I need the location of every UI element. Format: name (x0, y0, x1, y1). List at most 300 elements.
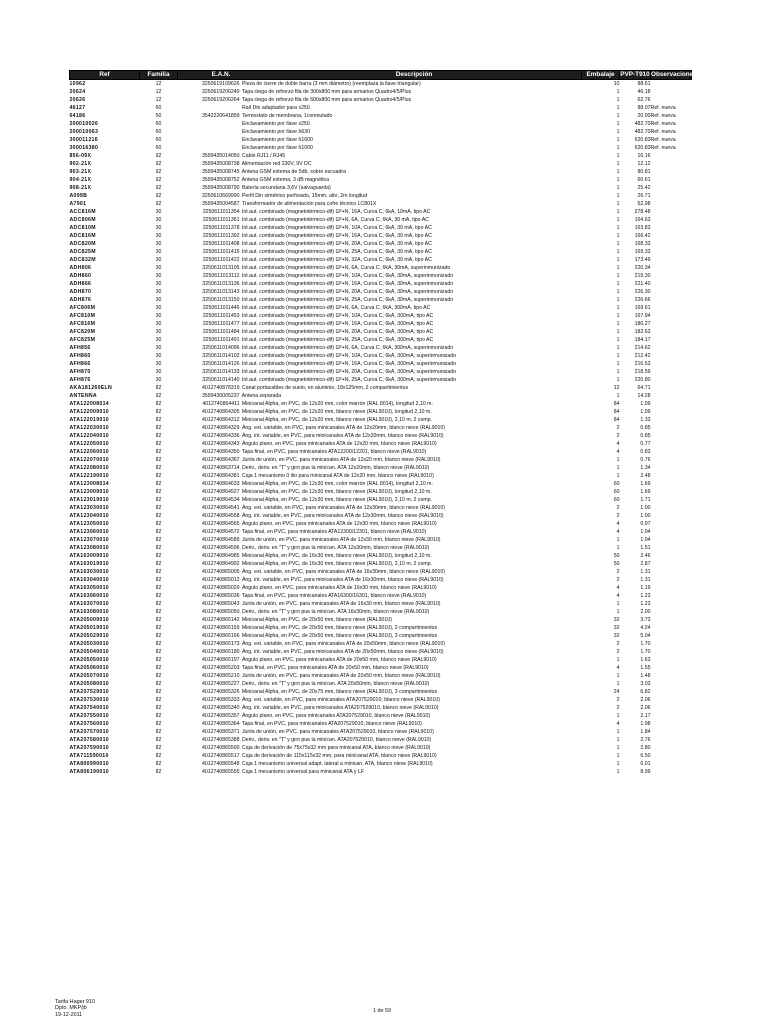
cell-ean: 4012740878319 (201, 385, 240, 391)
table-row (70, 80, 692, 89)
cell-ref: ATA123050010 (69, 521, 109, 527)
cell-descripcion: Minicanal Alpha, en PVC, de 16x30 mm, blanco nieve (RAL9010), 2,10 m, 2 comp. (241, 561, 432, 567)
cell-ean: 4012740864343 (201, 441, 240, 447)
cell-familia: 82 (155, 433, 162, 439)
cell-descripcion: Int.aut. combinado (magnetotérmico-dif) 1P+N, 20A, Curva C, 6kA, 300mA, superinmunizado (241, 369, 457, 375)
cell-pvp: 2.17 (640, 713, 651, 719)
cell-descripcion: Minicanal Alpha, en PVC, de 16x30 mm, blanco nieve (RAL9010), longitud 2,10 m. (241, 553, 432, 559)
cell-ean: 4012740864411 (202, 401, 240, 407)
cell-embalaje: 1 (616, 609, 620, 615)
table-row (70, 232, 692, 240)
price-list-table (69, 70, 697, 776)
cell-observaciones (651, 584, 692, 592)
table-row (70, 648, 692, 656)
cell-descripcion: Junta de unión, en PVC, para minicanales ATA de 20x50 mm, blanco nieve (RAL9010) (241, 673, 441, 679)
cell-embalaje: 1 (616, 113, 620, 119)
cell-ref: ATA800990010 (69, 761, 109, 767)
cell-ean-descripcion (178, 512, 582, 520)
cell-ean: 3599430005237 (201, 393, 240, 399)
cell-familia: 30 (155, 329, 162, 335)
table-row (70, 312, 692, 320)
cell-ean-descripcion (178, 216, 582, 224)
cell-familia: 82 (155, 769, 162, 775)
cell-ean: 3250611011415 (202, 249, 240, 255)
cell-pvp: 164.63 (634, 217, 651, 223)
cell-observaciones (651, 616, 692, 624)
cell-ean-descripcion (178, 552, 582, 560)
cell-ref: AFC810M (69, 313, 96, 319)
table-row (70, 688, 692, 696)
cell-pvp: 0.97 (640, 521, 651, 527)
cell-ean: 4012740864565 (201, 521, 240, 527)
cell-familia: 82 (155, 497, 162, 503)
cell-pvp: 278.48 (634, 209, 651, 215)
cell-ean-descripcion (178, 176, 582, 184)
cell-pvp: 52.98 (637, 201, 651, 207)
cell-observaciones (651, 304, 692, 312)
table-row (70, 184, 692, 192)
cell-pvp: 60.61 (637, 177, 651, 183)
cell-embalaje: 4 (616, 593, 620, 599)
cell-embalaje: 1 (616, 89, 620, 95)
table-row (70, 384, 692, 392)
cell-ref: ADC810M (69, 225, 96, 231)
cell-familia: 30 (155, 249, 162, 255)
cell-pvp: 1.98 (640, 721, 651, 727)
cell-embalaje: 1 (616, 225, 620, 231)
cell-familia: 82 (155, 609, 162, 615)
table-row (70, 712, 692, 720)
cell-pvp: 1.34 (640, 465, 651, 471)
cell-pvp: 180.27 (634, 321, 651, 327)
cell-embalaje: 1 (616, 137, 620, 143)
table-row (70, 616, 692, 624)
cell-ean-descripcion (178, 128, 582, 136)
cell-observaciones (651, 472, 692, 480)
cell-observaciones (651, 744, 692, 752)
cell-ean-descripcion (178, 680, 582, 688)
cell-ref: AFC816M (69, 321, 96, 327)
cell-embalaje: 4 (616, 449, 620, 455)
cell-observaciones (651, 184, 692, 192)
cell-ref: ATA122030010 (69, 425, 109, 431)
cell-descripcion: Enclavamiento por llave x250 (241, 121, 310, 127)
cell-ean: 3250611014133 (202, 369, 240, 375)
cell-descripcion: Junta de unión, en PVC, para minicanales ATA de 16x30 mm, blanco nieve (RAL9010) (241, 601, 441, 607)
cell-embalaje: 2 (616, 425, 620, 431)
cell-descripcion: Int.aut. combinado (magnetotérmico-dif) 1P+N, 10A, Curva C, 6kA, 300mA, superinmunizado (241, 353, 457, 359)
cell-descripcion: Cable RJ11 / RJ45 (241, 153, 286, 159)
cell-ean-descripcion (178, 456, 582, 464)
cell-pvp: 169.61 (634, 305, 651, 311)
cell-observaciones (651, 696, 692, 704)
table-row (70, 464, 692, 472)
cell-familia: 30 (155, 313, 162, 319)
cell-descripcion: Áng. ext. variable, en PVC, para minicanales ATA de 20x50mm, blanco nieve (RAL9010) (241, 641, 446, 647)
table-row (70, 360, 692, 368)
cell-ean: 3542220641859 (201, 113, 240, 119)
cell-ean: 4012740865050 (201, 609, 240, 615)
cell-ean-descripcion (178, 368, 582, 376)
cell-familia: 82 (155, 737, 162, 743)
table-row (70, 208, 692, 216)
cell-pvp: 216.53 (634, 361, 651, 367)
cell-ean-descripcion (178, 768, 582, 776)
cell-embalaje: 1 (616, 233, 620, 239)
cell-ean-descripcion (178, 752, 582, 760)
cell-familia: 82 (155, 617, 162, 623)
table-row (70, 104, 692, 112)
cell-ref: ATA123040010 (69, 513, 109, 519)
table-row (70, 632, 692, 640)
cell-familia: 82 (155, 721, 162, 727)
cell-embalaje: 1 (616, 105, 620, 111)
cell-ref: ATA207540010 (69, 705, 109, 711)
cell-ean-descripcion (178, 448, 582, 456)
cell-ean: 4012740864589 (201, 537, 240, 543)
cell-ean-descripcion (178, 416, 582, 424)
cell-pvp: 4.24 (640, 625, 651, 631)
cell-ean: 3250611011392 (202, 233, 240, 239)
cell-observaciones (651, 392, 692, 400)
cell-ref: AFC825M (69, 337, 96, 343)
table-row (70, 432, 692, 440)
cell-descripcion: Caja 1 mecanismo universal para minicanal ATA y LF (241, 769, 365, 775)
cell-ean: 4012740865500 (201, 745, 240, 751)
cell-ean: 4012740865364 (201, 721, 240, 727)
cell-ref: ATA123060010 (69, 529, 109, 535)
cell-ref: ADH806 (69, 265, 92, 271)
cell-familia: 82 (155, 545, 162, 551)
cell-pvp: 88.07 (637, 105, 651, 111)
table-row (70, 536, 692, 544)
cell-pvp: 1.00 (640, 505, 651, 511)
cell-descripcion: Minicanal Alpha, en PVC, de 12x20 mm, blanco nieve (RAL9010), 2,10 m, 2 comp. (241, 417, 432, 423)
cell-descripcion: Minicanal Alpha, en PVC, de 12x30 mm, blanco nieve (RAL9010), longitud 2,10 m. (241, 489, 432, 495)
header-pvp: PVP-T910 (620, 71, 650, 78)
cell-observaciones (651, 296, 692, 304)
cell-ean: 4012740865005 (201, 569, 240, 575)
cell-ref: ATA163070010 (69, 601, 109, 607)
table-row (70, 744, 692, 752)
cell-embalaje: 1 (616, 321, 620, 327)
cell-ref: ADH866 (69, 281, 92, 287)
cell-embalaje: 2 (616, 697, 620, 703)
cell-familia: 82 (155, 761, 162, 767)
cell-observaciones (651, 552, 692, 560)
cell-ean: 3250611014126 (202, 361, 240, 367)
cell-embalaje: 1 (616, 545, 620, 551)
cell-descripcion: Tapa ciega de refrorzo fila de 600x800 mm para armarios Quadro4/5/Plus (241, 97, 412, 103)
table-row (70, 272, 692, 280)
cell-familia: 82 (155, 641, 162, 647)
cell-ean-descripcion (178, 240, 582, 248)
cell-pvp: 1.51 (640, 545, 651, 551)
cell-descripcion: Minicanal Alpha, en PVC, de 20x50 mm, blanco nieve (RAL9010), 2 compartimientos (241, 625, 438, 631)
cell-descripcion: Enclavamiento por llave h1600 (241, 137, 313, 143)
cell-ean-descripcion (178, 616, 582, 624)
cell-familia: 60 (155, 121, 162, 127)
cell-ean: 4012740865555 (201, 769, 240, 775)
table-row (70, 392, 692, 400)
cell-embalaje: 1 (616, 97, 620, 103)
cell-embalaje: 4 (616, 521, 620, 527)
table-row (70, 664, 692, 672)
cell-descripcion: Minicanal Alpha, en PVC, de 12x20 mm, blanco nieve (RAL9010), longitud 2,10 m. (241, 409, 432, 415)
cell-pvp: 16.16 (637, 153, 651, 159)
cell-familia: 82 (155, 441, 162, 447)
cell-ean: 4012740864558 (201, 513, 240, 519)
cell-embalaje: 1 (616, 369, 620, 375)
cell-pvp: 219.30 (634, 273, 651, 279)
cell-pvp: 1.55 (640, 665, 651, 671)
cell-observaciones (651, 224, 692, 232)
cell-ean: 4012740863714 (201, 465, 240, 471)
cell-pvp: 1.04 (640, 537, 651, 543)
cell-observaciones (651, 376, 692, 384)
cell-pvp: 214.62 (634, 345, 651, 351)
cell-descripcion: Deriv., deriv. en "T" y giro pue la minican. ATA207529010, blanco nieve (RAL9010) (241, 737, 432, 743)
cell-descripcion: Áng. ext. variable, en PVC, para minicanales ATA de 12x30mm, blanco nieve (RAL9010) (241, 505, 446, 511)
cell-embalaje: 1 (616, 169, 620, 175)
cell-embalaje: 1 (616, 145, 620, 151)
cell-observaciones (651, 408, 692, 416)
cell-embalaje: 4 (616, 441, 620, 447)
cell-embalaje: 1 (616, 193, 620, 199)
table-row (70, 496, 692, 504)
header-observaciones: Observaciones (651, 71, 697, 78)
cell-pvp: 1.70 (640, 649, 651, 655)
cell-ean: 3250611014102 (202, 353, 240, 359)
cell-observaciones (651, 448, 692, 456)
table-row (70, 344, 692, 352)
cell-ean: 4012740865159 (201, 625, 240, 631)
cell-embalaje: 1 (616, 305, 620, 311)
cell-familia: 30 (155, 225, 162, 231)
table-row (70, 704, 692, 712)
cell-descripcion: Int.aut. combinado (magnetotérmico-dif) 1P+N, 10A, Curva C, 6kA, 30 mA, tipo AC (241, 225, 432, 231)
cell-pvp: 3.03 (640, 681, 651, 687)
cell-ref: ATA207550010 (69, 713, 109, 719)
table-row (70, 176, 692, 184)
cell-ean-descripcion (178, 152, 582, 160)
cell-ean-descripcion (178, 664, 582, 672)
cell-familia: 92 (155, 161, 162, 167)
cell-observaciones (651, 496, 692, 504)
cell-ean-descripcion (178, 728, 582, 736)
cell-descripcion: Int.aut. combinado (magnetotérmico-dif) 1P+N, 6A, Curva C, 6kA, 300mA, tipo AC (241, 305, 431, 311)
cell-familia: 30 (155, 257, 162, 263)
cell-ref: 20624 (69, 89, 86, 95)
table-row (70, 448, 692, 456)
cell-ean: 4012740864336 (201, 433, 240, 439)
cell-pvp: 1.09 (640, 401, 651, 407)
cell-descripcion: Perfil Din simétrico perforado, 15mm. alto, 2m longitud (241, 193, 368, 199)
cell-observaciones: Ref. nueva (650, 121, 676, 127)
cell-embalaje: 1 (616, 673, 620, 679)
cell-pvp: 1.63 (640, 657, 651, 663)
cell-observaciones (651, 512, 692, 520)
cell-familia: 30 (155, 321, 162, 327)
cell-ref: 902-21X (69, 161, 92, 167)
cell-descripcion: Transformador de alimentación para cofre técnico LC801X (241, 201, 377, 207)
cell-embalaje: 2 (616, 505, 620, 511)
header-ean: E.A.N. (211, 71, 231, 78)
cell-ref: ATA122060010 (69, 449, 109, 455)
cell-descripcion: Tapa ciega de refrorzo fila de 300x800 mm para armarios Quadro4/5/Plus (241, 89, 412, 95)
cell-ean-descripcion (178, 704, 582, 712)
cell-ref: ATA122190010 (69, 473, 109, 479)
table-row (70, 512, 692, 520)
cell-ean-descripcion (178, 568, 582, 576)
cell-ean-descripcion (178, 528, 582, 536)
cell-descripcion: Deriv., deriv. en "T" y giro pue la minican. ATA 20x50mm, blanco nieve (RAL9010) (241, 681, 430, 687)
cell-descripcion: Pieza de cierre de doble barra (3 mm diámetro) (reemplaza la llave triangular) (241, 81, 421, 87)
table-row (70, 584, 692, 592)
cell-pvp: 1.48 (640, 673, 651, 679)
cell-familia: 82 (155, 633, 162, 639)
cell-ean-descripcion (178, 536, 582, 544)
cell-familia: 82 (155, 601, 162, 607)
table-row (70, 88, 692, 96)
cell-ean: 4012740864534 (201, 497, 240, 503)
cell-ean: 4012740864992 (201, 561, 240, 567)
cell-ean-descripcion (178, 408, 582, 416)
cell-ean-descripcion (178, 232, 582, 240)
cell-observaciones (651, 152, 692, 160)
cell-familia: 82 (155, 753, 162, 759)
cell-embalaje: 2 (616, 513, 620, 519)
cell-ref: 10962 (69, 81, 86, 87)
cell-pvp: 12.12 (637, 161, 651, 167)
cell-familia: 82 (155, 697, 162, 703)
cell-embalaje: 1 (616, 353, 620, 359)
cell-ean: 4012740864633 (201, 481, 240, 487)
cell-observaciones: Ref. nueva (650, 145, 676, 151)
cell-observaciones (651, 352, 692, 360)
cell-observaciones (651, 560, 692, 568)
cell-ref: ATA205070010 (69, 673, 109, 679)
cell-embalaje: 60 (613, 497, 620, 503)
cell-ean: 3250611011422 (202, 257, 240, 263)
cell-familia: 82 (155, 553, 162, 559)
cell-ean: 3250611014096 (202, 345, 240, 351)
cell-ean-descripcion (178, 344, 582, 352)
cell-ean: 4012740865210 (201, 673, 240, 679)
cell-observaciones (651, 200, 692, 208)
cell-ref: AFC820M (69, 329, 96, 335)
table-row (70, 160, 692, 168)
cell-ean: 4012740865173 (201, 641, 240, 647)
table-row (70, 736, 692, 744)
cell-ref: 64186 (69, 113, 86, 119)
cell-observaciones (651, 488, 692, 496)
cell-familia: 50 (155, 113, 162, 119)
cell-ean-descripcion (178, 464, 582, 472)
header-descripcion: Descripción (395, 71, 433, 78)
cell-observaciones (651, 256, 692, 264)
cell-embalaje: 1 (616, 185, 620, 191)
cell-embalaje: 4 (616, 721, 620, 727)
cell-pvp: 25.42 (637, 185, 651, 191)
cell-familia: 82 (155, 713, 162, 719)
cell-ean-descripcion (178, 760, 582, 768)
cell-ref: ATA163060010 (69, 593, 109, 599)
cell-familia: 30 (155, 273, 162, 279)
table-row (70, 576, 692, 584)
cell-ean: 4012740865142 (201, 617, 240, 623)
cell-ean: 3599435008745 (201, 169, 240, 175)
cell-ean-descripcion (178, 120, 582, 128)
cell-ref: ATA123019010 (69, 497, 109, 503)
table-row (70, 248, 692, 256)
cell-observaciones (651, 624, 692, 632)
cell-ean: 4012740864329 (201, 425, 240, 431)
cell-ean: 3250610669990 (201, 193, 240, 199)
cell-observaciones (651, 320, 692, 328)
cell-ean-descripcion (178, 560, 582, 568)
cell-familia: 92 (155, 193, 162, 199)
cell-ref: ATA205050010 (69, 657, 109, 663)
cell-ean-descripcion (178, 208, 582, 216)
cell-descripcion: Enclavamiento por llave h630 (241, 129, 311, 135)
cell-ean-descripcion (178, 648, 582, 656)
table-row (70, 336, 692, 344)
cell-ean: 4012740865203 (201, 665, 240, 671)
cell-observaciones (651, 168, 692, 176)
cell-descripcion: Int.aut. combinado (magnetotérmico-dif) 1P+N, 16A, Curva C, 6kA, 30mA, superinmunizado (241, 281, 454, 287)
cell-ean: 4012740865029 (201, 585, 240, 591)
cell-ean-descripcion (178, 504, 582, 512)
cell-familia: 82 (155, 689, 162, 695)
cell-descripcion: Áng. ext. variable, en PVC, para minicanales ATA de 16x30mm, blanco nieve (RAL9010) (241, 569, 446, 575)
cell-pvp: 2.87 (640, 561, 651, 567)
cell-descripcion: Minicanal Alpha, en PVC, de 12x20 mm, color marrón (RAL 8014), longitud 2,10 m. (241, 401, 433, 407)
cell-embalaje: 1 (616, 537, 620, 543)
cell-observaciones (651, 728, 692, 736)
cell-familia: 82 (155, 449, 162, 455)
cell-embalaje: 1 (616, 313, 620, 319)
cell-embalaje: 1 (616, 377, 620, 383)
cell-ean: 3250611011408 (202, 241, 240, 247)
cell-observaciones (651, 344, 692, 352)
cell-observaciones (651, 80, 692, 89)
cell-familia: 82 (155, 417, 162, 423)
table-row (70, 328, 692, 336)
cell-ean-descripcion (178, 136, 582, 144)
cell-familia: 12 (155, 81, 162, 87)
table-row (70, 192, 692, 200)
cell-familia: 82 (155, 529, 162, 535)
cell-descripcion: Int.aut. combinado (magnetotérmico-dif) 1P+N, 10A, Curva C, 6kA, 300mA, tipo AC (241, 313, 434, 319)
table-row (70, 760, 692, 768)
table-body (70, 80, 692, 777)
cell-embalaje: 4 (616, 585, 620, 591)
cell-observaciones: Ref. nueva (650, 105, 676, 111)
cell-embalaje: 1 (616, 769, 620, 775)
cell-ref: ATA122040010 (69, 433, 109, 439)
header-embalaje: Embalaje (582, 71, 620, 80)
table-row (70, 488, 692, 496)
table-row (70, 752, 692, 760)
cell-observaciones (651, 752, 692, 760)
cell-observaciones (651, 480, 692, 488)
cell-ean-descripcion (178, 328, 582, 336)
cell-observaciones (651, 648, 692, 656)
cell-ean-descripcion (178, 248, 582, 256)
cell-ref: 903-21X (69, 169, 92, 175)
cell-embalaje: 32 (613, 625, 620, 631)
